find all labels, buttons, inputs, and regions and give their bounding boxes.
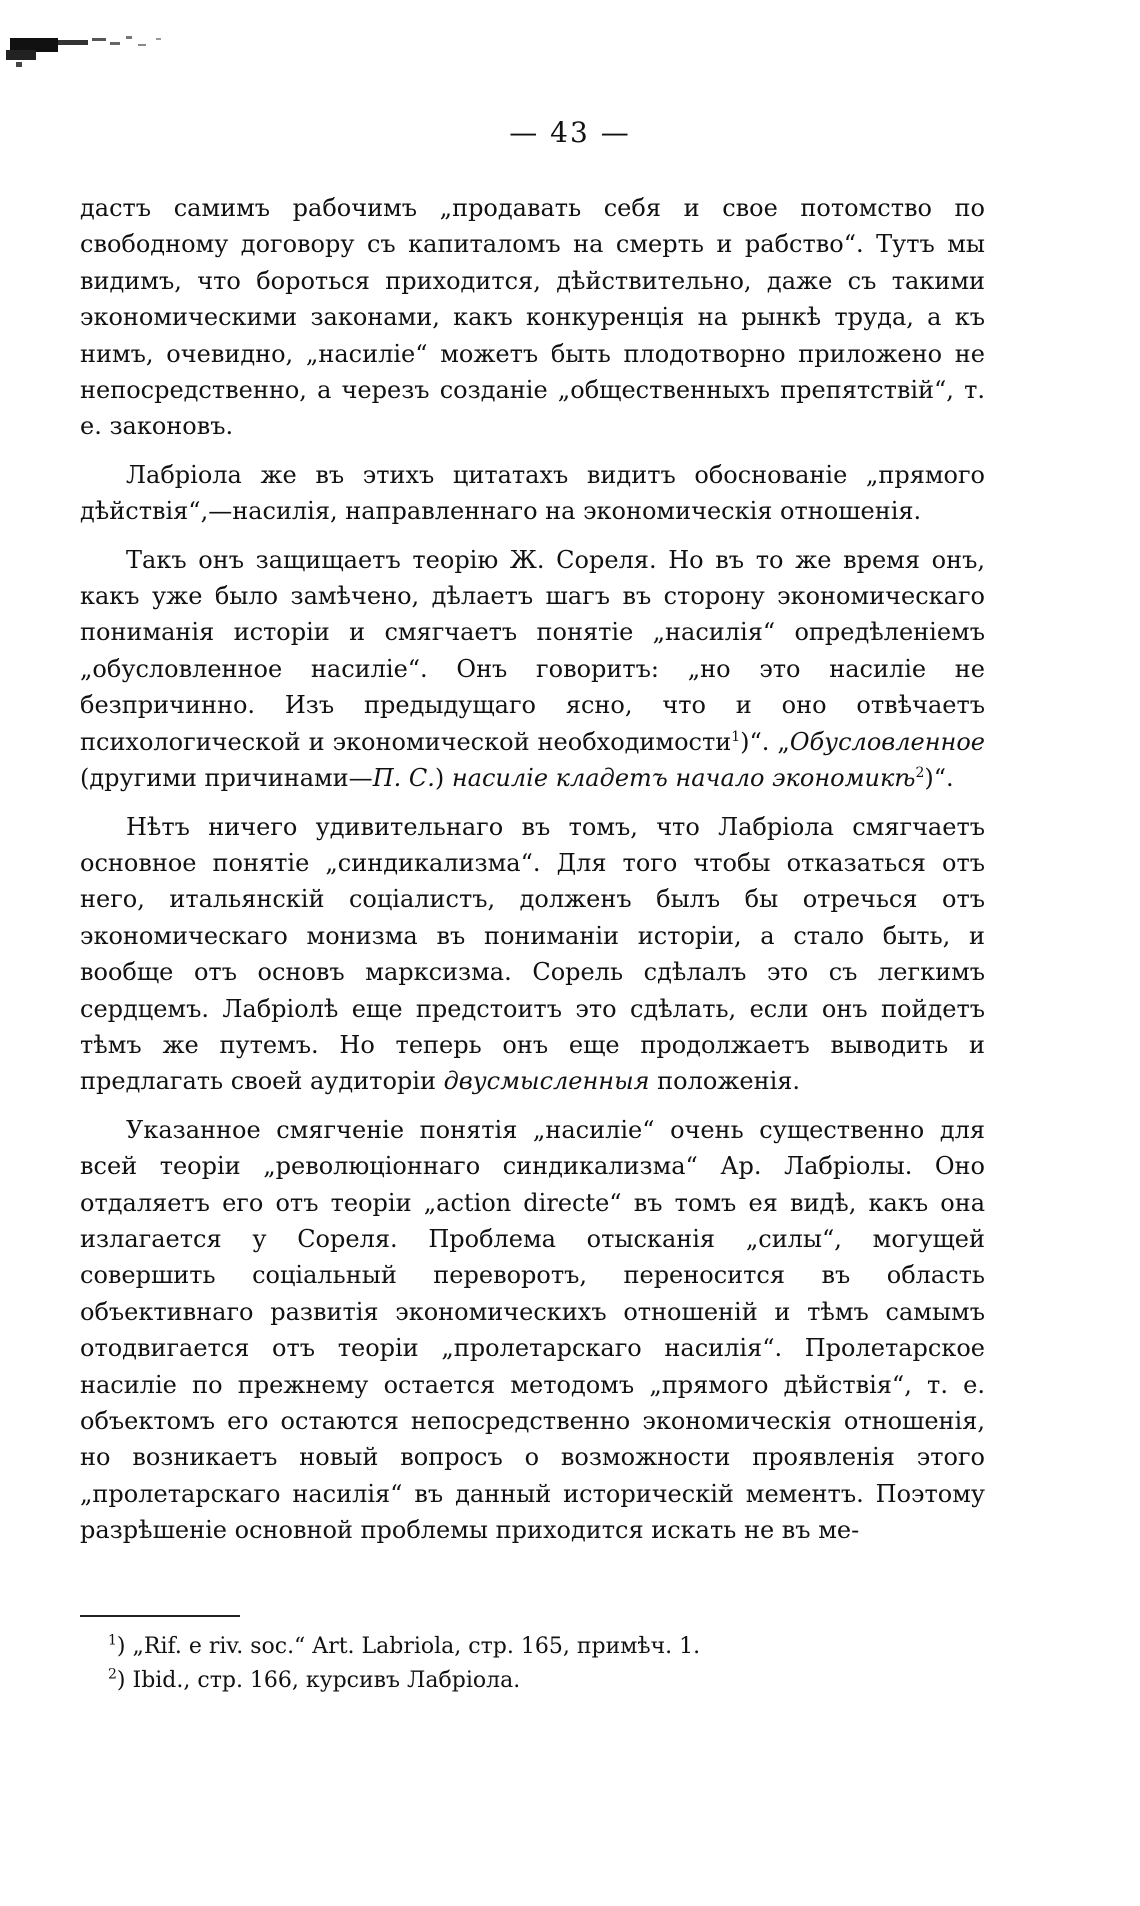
print-smudge <box>6 32 176 80</box>
paragraph-3-text: Такъ онъ защищаетъ теорію Ж. Сореля. Но въ то же время онъ, какъ уже было замѣчено, дѣлаетъ шагъ въ сторону экономическаго пониманія исторіи и смягчаетъ понятіе „насилія“ опредѣленіемъ „обусловленное насиліе“. Онъ говоритъ: „но это насиліе не безпричинно. Изъ предыдущаго ясно, что и оно отвѣчаетъ психологической и экономической необходимости <box>80 545 985 756</box>
paragraph-2: Лабріола же въ этихъ цитатахъ видитъ обоснованіе „прямого дѣйствія“,—насилія, направленнаго на экономическія отношенія. <box>80 460 985 526</box>
footnote-ref-1: 1 <box>731 728 741 745</box>
paragraph-3-text: (другими причинами— <box>80 764 373 793</box>
italic-phrase: П. С. <box>372 764 435 793</box>
main-text <box>80 190 985 1561</box>
footnote-mark: 2 <box>108 1666 117 1683</box>
footnote-text: ) „Rif. e riv. soc.“ Art. Labriola, стр. 165, примѣч. 1. <box>116 1634 701 1659</box>
footnote-divider <box>80 1615 240 1617</box>
footnote-mark: 1 <box>108 1632 117 1649</box>
paragraph-4-text: положенія. <box>649 1067 801 1096</box>
paragraph-4-text: Нѣтъ ничего удивительнаго въ томъ, что Лабріола смягчаетъ основное понятіе „синдикализма“. Для того чтобы отказаться отъ него, итальянскій соціалистъ, долженъ былъ бы отречься отъ экономическаго монизма въ пониманіи исторіи, а стало быть, и вообще отъ основъ марксизма. Сорель сдѣлалъ это съ легкимъ сердцемъ. Лабріолѣ еще предстоитъ это сдѣлать, если онъ пойдетъ тѣмъ же путемъ. Но теперь онъ еще продолжаетъ выводить и предлагать своей аудиторіи <box>80 812 985 1096</box>
footnote-text: ) Ibid., стр. 166, курсивъ Лабріола. <box>116 1668 521 1693</box>
page-number: — 43 — <box>509 116 631 149</box>
paragraph-3-text: )“. <box>924 764 954 793</box>
paragraph-1: дастъ самимъ рабочимъ „продавать себя и свое потомство по свободному договору съ капиталомъ на смерть и рабство“. Тутъ мы видимъ, что бороться приходится, дѣйствительно, даже съ такими экономическими законами, какъ конкуренція на рынкѣ труда, а къ нимъ, очевидно, „насиліе“ можетъ быть плодотворно приложено не непосредственно, а черезъ созданіе „общественныхъ препятствій“, т. е. законовъ. <box>80 194 985 441</box>
footnote-1 <box>108 1630 988 1664</box>
italic-phrase: двусмысленныя <box>443 1067 650 1096</box>
paragraph-3 <box>80 542 985 797</box>
paragraph-3-text: ) <box>434 764 452 793</box>
paragraph-3-text: )“. „ <box>740 727 790 756</box>
paragraph-5: Указанное смягченіе понятія „насиліе“ очень существенно для всей теоріи „революціоннаго синдикализма“ Ар. Лабріолы. Оно отдаляетъ его отъ теоріи „action directe“ въ томъ ея видѣ, какъ она излагается у Сореля. Проблема отысканія „силы“, могущей совершить соціальный переворотъ, переносится въ область объективнаго развитія экономическихъ отношеній и тѣмъ самымъ отодвигается отъ теоріи „пролетарскаго насилія“. Пролетарское насиліе по прежнему остается методомъ „прямого дѣйствія“, т. е. объектомъ его остаются непосредственно экономическія отношенія, но возникаетъ новый вопросъ о возможности проявленія этого „пролетарскаго насилія“ въ данный историческій мементъ. Поэтому разрѣшеніе основной проблемы приходится искать не въ ме- <box>80 1115 985 1545</box>
italic-phrase: Обусловленное <box>789 727 985 756</box>
paragraph-4 <box>80 809 985 1100</box>
footnotes <box>108 1630 988 1698</box>
italic-phrase: насиліе кладетъ начало экономикѣ <box>451 764 916 793</box>
footnote-ref-2: 2 <box>915 765 925 782</box>
footnote-2 <box>108 1664 988 1698</box>
